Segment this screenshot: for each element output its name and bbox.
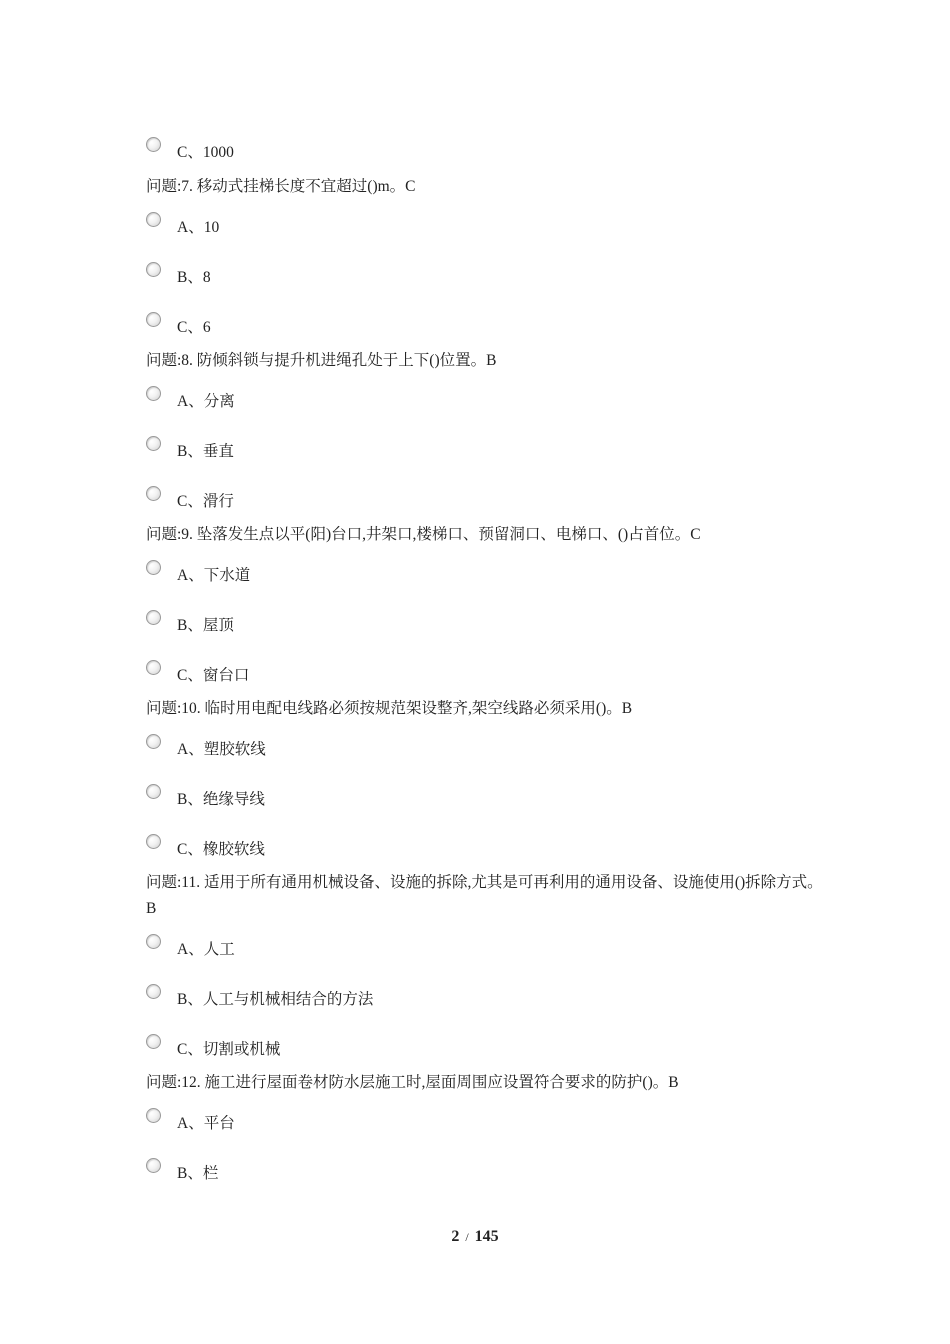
radio-button-icon[interactable] (146, 386, 161, 401)
radio-button-icon[interactable] (146, 984, 161, 999)
radio-button-icon[interactable] (146, 1034, 161, 1049)
option-label: C、橡胶软线 (177, 841, 265, 858)
option-label: A、下水道 (177, 567, 251, 584)
radio-button-icon[interactable] (146, 1108, 161, 1123)
page-number (0, 1228, 950, 1246)
radio-button-icon[interactable] (146, 834, 161, 849)
option-label: B、绝缘导线 (177, 791, 265, 808)
page-separator: / (465, 1230, 469, 1244)
radio-button-icon[interactable] (146, 1158, 161, 1173)
radio-button-icon[interactable] (146, 312, 161, 327)
question-text: 问题:9. 坠落发生点以平(阳)台口,井架口,楼梯口、预留洞口、电梯口、()占首位。C (146, 526, 701, 543)
option-label: B、栏 (177, 1165, 219, 1182)
option-label: A、人工 (177, 941, 235, 958)
option-label: A、塑胶软线 (177, 741, 266, 758)
question-text: 问题:11. 适用于所有通用机械设备、设施的拆除,尤其是可再利用的通用设备、设施使用()拆除方式。B (146, 874, 823, 917)
radio-button-icon[interactable] (146, 212, 161, 227)
question-text: 问题:8. 防倾斜锁与提升机进绳孔处于上下()位置。B (146, 352, 497, 369)
option-label: C、6 (177, 319, 211, 336)
option-label: B、垂直 (177, 443, 234, 460)
radio-button-icon[interactable] (146, 660, 161, 675)
radio-button-icon[interactable] (146, 784, 161, 799)
option-label: C、滑行 (177, 493, 234, 510)
radio-button-icon[interactable] (146, 934, 161, 949)
option-label: C、切割或机械 (177, 1041, 281, 1058)
option-label: C、窗台口 (177, 667, 250, 684)
radio-button-icon[interactable] (146, 486, 161, 501)
question-text: 问题:7. 移动式挂梯长度不宜超过()m。C (146, 178, 416, 195)
option-label: A、10 (177, 219, 220, 236)
radio-button-icon[interactable] (146, 262, 161, 277)
option-label: B、8 (177, 269, 211, 286)
option-label: A、分离 (177, 393, 235, 410)
question-text: 问题:12. 施工进行屋面卷材防水层施工时,屋面周围应设置符合要求的防护()。B (146, 1074, 679, 1091)
option-label: C、1000 (177, 144, 234, 161)
radio-button-icon[interactable] (146, 436, 161, 451)
option-label: B、人工与机械相结合的方法 (177, 991, 374, 1008)
radio-button-icon[interactable] (146, 137, 161, 152)
page-total: 145 (474, 1228, 499, 1245)
page-current: 2 (451, 1228, 460, 1245)
radio-button-icon[interactable] (146, 560, 161, 575)
option-label: B、屋顶 (177, 617, 234, 634)
radio-button-icon[interactable] (146, 734, 161, 749)
option-label: A、平台 (177, 1115, 235, 1132)
radio-button-icon[interactable] (146, 610, 161, 625)
question-text: 问题:10. 临时用电配电线路必须按规范架设整齐,架空线路必须采用()。B (146, 700, 633, 717)
